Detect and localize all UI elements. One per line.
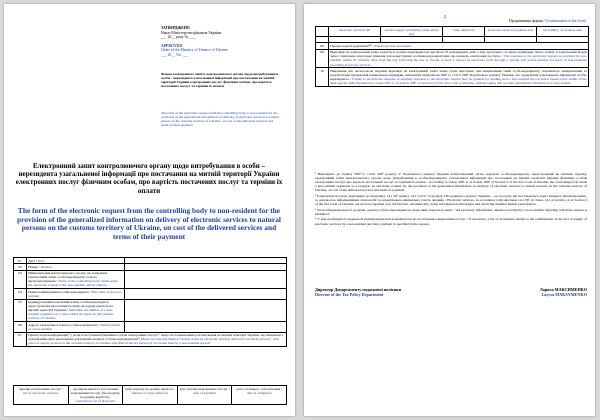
row-label-en: Number (40, 264, 53, 269)
col-header-en: amount of value added tax (131, 390, 169, 395)
page-number: 2 (444, 14, 446, 19)
table-row (316, 68, 589, 87)
empty-cell (316, 27, 329, 37)
col-header-supply-cost: service supply (excluding value added tax) (381, 27, 443, 37)
intro-text-ua: Форма електронного запиту контролюючого органу щодо витребування в особи – нерезидента узагальненої інформації про постачання на митній території України електронних послуг фізичним особам, про вартість постачених послуг та терміни їх оплати (161, 72, 279, 89)
row-number: 08 (316, 43, 329, 49)
signature-block (315, 287, 587, 297)
form-title-en: The form of the electronic request from the controlling body to non-resident for the provision of the generalized information on delivery of electronic services to natural persons on the customs territory of Ukraine, on cost of the delivered services and terms of their payment (17, 206, 281, 241)
approval-block (161, 26, 271, 57)
subtable-header-row (14, 386, 287, 405)
col-header-contract-cost (68, 386, 123, 405)
form-title-ua: Електронний запит контролюючого органу щодо витребування в особи – нерезидента узагальненої інформації про постачання на митній території України електронних послуг фізичним особам, про вартість постачених послуг та терміни їх оплати (15, 162, 283, 195)
row-number: 05 (14, 299, 27, 322)
col-header-ua: договірна вартість постачання електронних послуг (без податку на додану вартість) / (70, 386, 121, 399)
row-label (329, 68, 589, 87)
footnotes (315, 172, 587, 227)
row-label-en: Please provide documents (374, 43, 412, 48)
col-header-services-list: electronic services list (329, 27, 381, 37)
approval-label-en: APPROVED (161, 43, 183, 48)
col-header-payment-date: electronic services payment date (485, 27, 537, 37)
approval-org-en: Order of the Ministry of Finance of Ukraine (161, 48, 228, 52)
approval-date-ua: ___ 20__ року № ___ (161, 35, 195, 39)
row-value-field[interactable] (125, 289, 287, 299)
col-header-vat-amount (123, 386, 178, 405)
approval-org-ua: Наказ Міністерства фінансів України (161, 30, 222, 35)
row-label-en: Email address of a non-resident (28, 322, 121, 331)
table-row (14, 299, 287, 322)
services-subtable (13, 385, 287, 405)
col-header-en: date of obligation (246, 390, 272, 395)
row-number: 02 (14, 264, 27, 270)
row-label-ua: Номер / (28, 264, 40, 269)
row-number: 10 (316, 68, 329, 87)
row-label-en: Please provide information¹ broken down by electronic services delivered to natural persons², with place of supply located on the customs territory of Ukraine specified in the tax period by two items filed by a non-resident person³ (28, 337, 279, 346)
footnote: ¹ Відповідно до пункту 208¹.11 статті 208¹ розділу V Податкового кодексу України контролюючий орган, надсилає особі-нерезиденту, зареєстрованій як платник податку, електронний запит контролюючого органу щодо витребування в особи-нерезидента узагальненої інформації про постачання на митній території України фізичним особам електронних послуг, про вартість постачених послуг та терміни їх оплати. / According to clause 208¹.11 of Article 208¹ of Section V of the Tax Code of Ukraine, the controlling body sends a non-resident registered as a taxpayer an electronic request for the provision of the generalized information on delivery of electronic services to natural persons on the customs territory of Ukraine, on cost of the delivered services and terms of payment. (315, 172, 587, 193)
signer-name-ua: Лариса МАКСИМЕНКО (539, 287, 587, 292)
document-page-2 (304, 4, 595, 416)
signer-name-en: Larysa MAKSYMENKO (541, 292, 587, 297)
intro-text-en: The form of the electronic request from the controlling body to non-resident for the provision of the generalized information on delivery of electronic services to natural person on the customs territory of Ukraine, on cost of the delivered services and terms of their payment (161, 111, 280, 128)
col-header-payment-date (177, 386, 232, 405)
approval-label-ua: ЗАТВЕРДЖЕНО (161, 26, 190, 30)
col-header-en: list of electronic services (23, 390, 59, 395)
table-row (14, 270, 287, 289)
row-number: 01 (14, 258, 27, 264)
row-value-field[interactable] (125, 270, 287, 289)
row-label (27, 289, 125, 299)
row-label-ua: Повне найменування особи-нерезидента / (28, 289, 91, 294)
continuation-en: (Continuation of the form) (545, 19, 586, 23)
row-label-ua: Індивідуальний податковий номер особи-нерезидента, зареєстрованої як платник податку на додану вартість на митній території України / (28, 300, 113, 313)
continuation-ua: Продовження форми / (509, 19, 545, 23)
footnote: ⁴ У разі необхідності надаються підтверджувальні документи щодо постачання електронних послуг. / If necessary, a list of documents related to the confirmation of the fact of supply of electronic services by a non-resident and their payment is specified in the request. (315, 217, 587, 226)
row-number: 09 (316, 49, 329, 68)
row-label (329, 49, 589, 68)
row-label-ua: Відповідь на електронний запит надається особою-нерезидентом протягом 35 календарних днів з дня, наступного за днем отримання такого запиту в електронній формі через спеціальне портальне рішення для користувачів особами-нерезидентами, що надають електронні послуги. / (330, 50, 587, 59)
row-label-ua: Дата / (28, 258, 38, 263)
document-page-1 (4, 4, 295, 416)
col-header-ua: перелік електронних послуг / (18, 386, 63, 391)
footnote: ² Електронні послуги, відповідно до підпункту 14.1.56¹ пункту 14.1 статті 14 розділу I Податкового кодексу України, – це послуги, які постачаються через інтернет, автоматизовано, за допомогою інформаційних технологій та передбачають мінімальну участь людини. / Electronic services, in accordance with subclause 14.1.56¹ of clause 14.1 of Article 14 of Section I of the Tax Code of Ukraine, are services supplied over the Internet, automatically, using information technologies and involving minimal human participation. (315, 193, 587, 207)
continuation-header-row (316, 27, 589, 37)
row-value-field[interactable] (125, 299, 287, 322)
request-form-table (13, 257, 287, 347)
continuation-table (315, 26, 589, 87)
table-row (316, 49, 589, 68)
row-label (27, 322, 125, 332)
row-number: 06 (14, 322, 27, 332)
row-label-ua: Прошу надати документи⁴⁵⁶ / (330, 43, 374, 48)
row-label-en: Full name of the non-resident (28, 289, 122, 298)
col-header-vat: value added tax (443, 27, 485, 37)
row-label-ua: Найменування контролюючого органу, що направляє електронний запит особі-нерезиденту, та його місцезнаходження / (28, 271, 108, 284)
row-number: 03 (14, 270, 27, 289)
row-label-en: Failure to provide the response or untimely response to the electronic request may be grounds for sending such a non-resident the tax notice based on the results of the desk special audit stipulated by clause 208¹.11 of Article 208¹ of Section V of the Tax Code of Ukraine, without taking into account generalized information of non-resident (330, 77, 587, 86)
row-label-en: The response to the electronic request is provided by non-resident within 35 calendar days from the day following the day of receipt of such a request in electronic form through a special web portal solution for users of non-residents providing electronic services (330, 54, 587, 67)
signer-position-en: Director of the Tax Policy Department (315, 292, 384, 297)
col-header-ua: сума податку на додану вартість / (125, 386, 175, 391)
col-header-liability-date: tax liability occurrence date (537, 27, 589, 37)
row-number: 07 (14, 332, 27, 346)
signer-position-ua: Директор Департаменту податкової політики (315, 287, 402, 292)
row-number: 04 (14, 289, 27, 299)
col-header-ua: дата останнього зобов'язання / (236, 386, 282, 391)
row-label (27, 299, 125, 322)
continuation-label (509, 19, 586, 23)
col-header-ua: дата оплати електронних послуг / (179, 386, 230, 391)
table-row (14, 289, 287, 299)
signature-row-en (315, 292, 587, 297)
footnote: ³ Усі необхідні відомості, додатки, додані особою-нерезидентом, щодо яких подається запит. / All necessary information, annexes provided by a non-resident regarding which the request is submitted. (315, 207, 587, 216)
row-label-ua: Прошу надати інформацію¹ у розрізі постачання фізичним особам електронних послуг², щодо постачання яких розташування на митній території України, що визначене з урахуванням двох незалежних декларацій, наданої особою-нерезидентом³: (28, 333, 284, 342)
col-header-en: date of payment (193, 390, 216, 395)
row-label-en: Individual tax number of a non-resident registered as a value added tax payer on the customs territory of Ukraine (28, 308, 114, 321)
col-header-obligation-date (232, 386, 287, 405)
col-header-en: contractual cost of electronic (75, 398, 116, 403)
row-label-ua: Ненадання або несвоєчасне надання відповіді на електронний запит може стати підставою для направлення такій особі-нерезиденту податкового повідомлення за результатами проведення камеральної перевірки, визначеної підпунктом 208¹.11 статті 208¹ Податкового кодексу України, без урахування узагальненої інформації особи-нерезидента. / (330, 68, 587, 81)
row-value-field[interactable] (125, 322, 287, 332)
row-label-en: Date (37, 258, 45, 263)
row-label-en: Name of the controlling body which sends the electronic request to the non-resident and its address (28, 279, 118, 288)
approval-date-en: ___ 20__ No. ___ (161, 52, 189, 57)
row-label (27, 332, 287, 346)
row-label (27, 270, 125, 289)
row-label-ua: Адреса електронної пошти особи-нерезидента / (28, 322, 100, 327)
table-row (14, 322, 287, 332)
col-header-services-list (14, 386, 69, 405)
table-row (14, 332, 287, 346)
